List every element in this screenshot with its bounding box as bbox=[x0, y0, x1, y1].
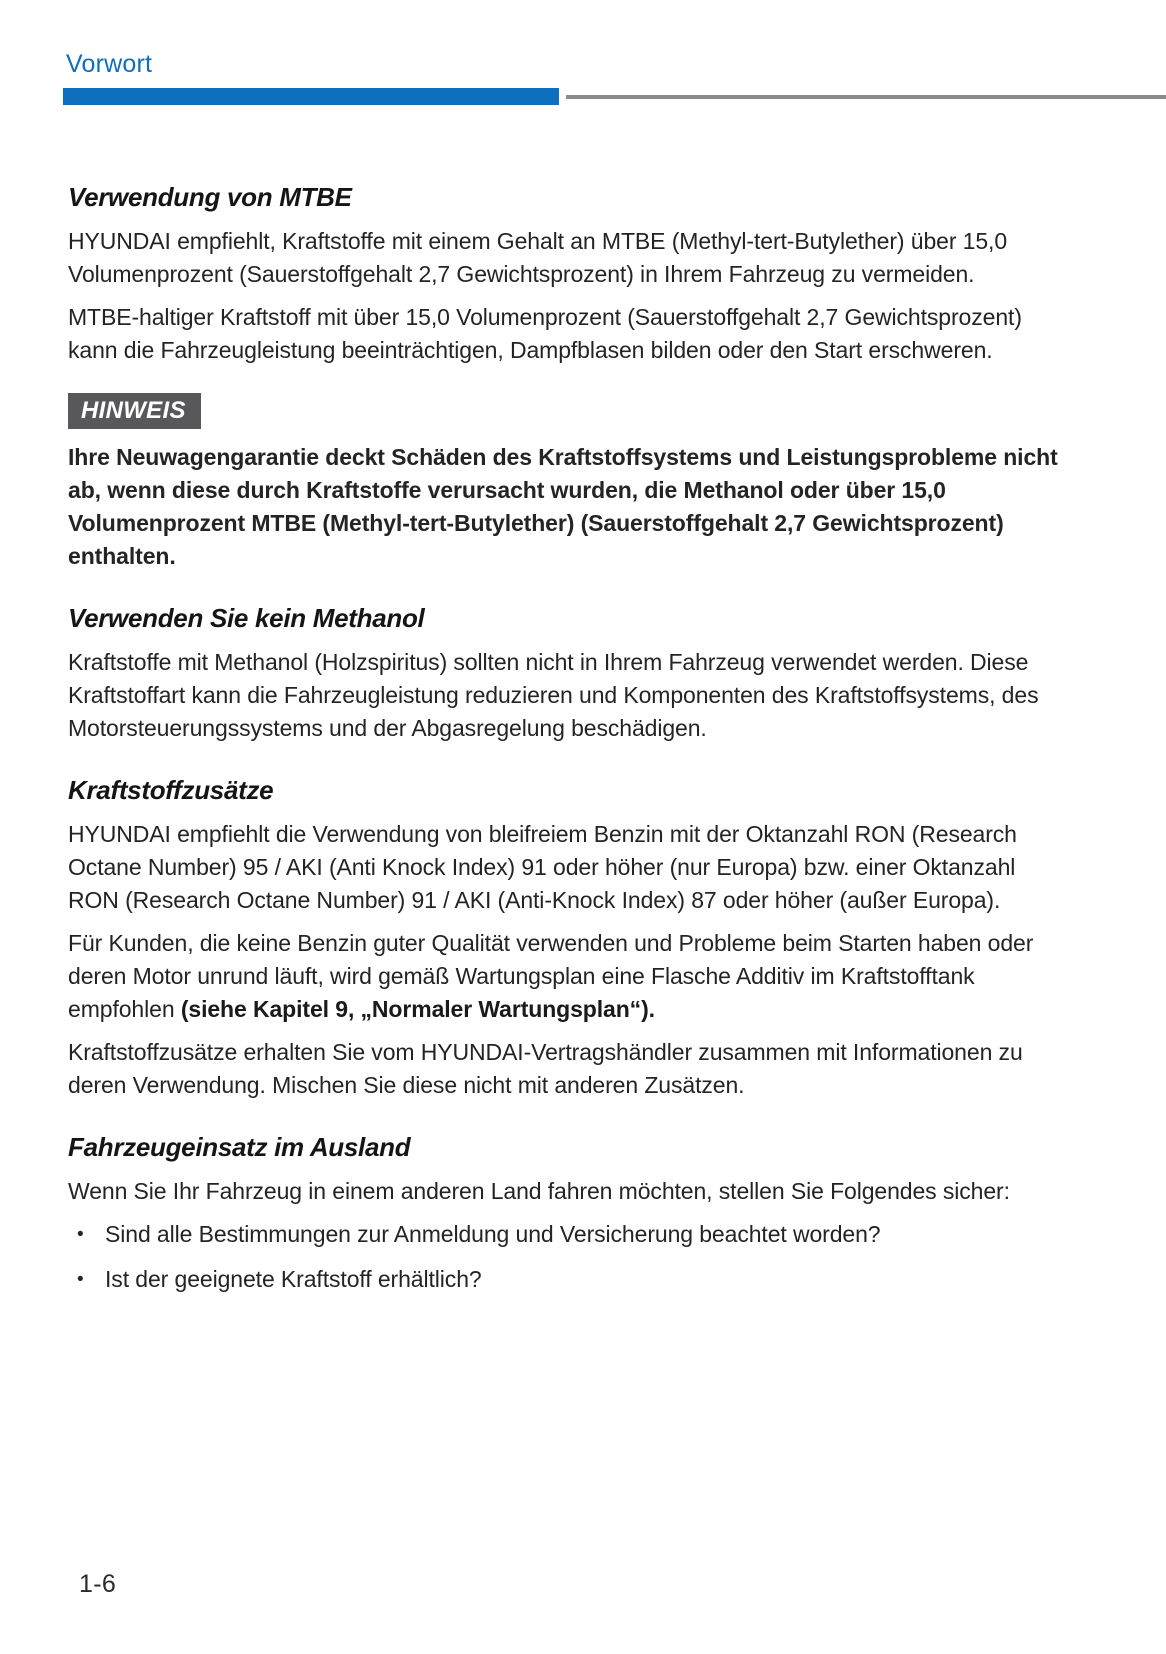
header-rule-gray bbox=[566, 95, 1166, 99]
paragraph-zusaetze-2-text: Für Kunden, die keine Benzin guter Qualität verwenden und Probleme beim Starten haben oder deren Motor unrund läuft, wird gemäß Wartungsplan eine Flasche Additiv im Kraftstofftank empfohlen bbox=[68, 930, 1034, 1022]
paragraph-ausland-intro: Wenn Sie Ihr Fahrzeug in einem anderen Land fahren möchten, stellen Sie Folgendes sicher: bbox=[68, 1178, 1010, 1204]
section-heading-methanol: Verwenden Sie kein Methanol bbox=[68, 603, 425, 633]
list-item bbox=[68, 1263, 1058, 1296]
bullet-icon: • bbox=[77, 1269, 84, 1290]
page-number: 1-6 bbox=[79, 1570, 117, 1598]
list-item-text: Ist der geeignete Kraftstoff erhältlich? bbox=[105, 1266, 482, 1292]
ausland-checklist bbox=[68, 1218, 1058, 1296]
paragraph-zusaetze-2-bold-ref: (siehe Kapitel 9, „Normaler Wartungsplan“). bbox=[180, 996, 655, 1022]
paragraph-zusaetze-2 bbox=[68, 927, 1058, 1026]
paragraph-methanol: Kraftstoffe mit Methanol (Holzspiritus) sollten nicht in Ihrem Fahrzeug verwendet werden. Diese Kraftstoffart kann die Fahrzeugleistung reduzieren und Komponenten des Kraftstoffsystems, des Motorsteuerungssystems und der Abgasregelung beschädigen. bbox=[68, 649, 1039, 741]
header-rule-blue bbox=[63, 88, 559, 105]
notice-body-text: Ihre Neuwagengarantie deckt Schäden des Kraftstoffsystems und Leistungsprobleme nicht ab, wenn diese durch Kraftstoffe verursacht wurden, die Methanol oder über 15,0 Volumenprozent MTBE (Methyl-tert-Butylether) (Sauerstoffgehalt 2,7 Gewichtsprozent) enthalten. bbox=[68, 444, 1058, 569]
page-content bbox=[68, 182, 1058, 1308]
list-item-text: Sind alle Bestimmungen zur Anmeldung und Versicherung beachtet worden? bbox=[105, 1221, 881, 1247]
bullet-icon: • bbox=[77, 1224, 84, 1245]
running-header-title: Vorwort bbox=[66, 50, 153, 78]
paragraph-mtbe-2: MTBE-haltiger Kraftstoff mit über 15,0 Volumenprozent (Sauerstoffgehalt 2,7 Gewichtsprozent) kann die Fahrzeugleistung beeinträchtigen, Dampfblasen bilden oder den Start erschweren. bbox=[68, 304, 1022, 363]
section-heading-mtbe: Verwendung von MTBE bbox=[68, 182, 352, 212]
paragraph-zusaetze-3: Kraftstoffzusätze erhalten Sie vom HYUNDAI-Vertragshändler zusammen mit Informationen zu deren Verwendung. Mischen Sie diese nicht mit anderen Zusätzen. bbox=[68, 1039, 1023, 1098]
notice-badge: HINWEIS bbox=[68, 393, 201, 429]
paragraph-zusaetze-1: HYUNDAI empfiehlt die Verwendung von bleifreiem Benzin mit der Oktanzahl RON (Research Octane Number) 95 / AKI (Anti Knock Index) 91 oder höher (nur Europa) bzw. einer Oktanzahl RON (Research Octane Number) 91 / AKI (Anti-Knock Index) 87 oder höher (außer Europa). bbox=[68, 821, 1017, 913]
list-item bbox=[68, 1218, 1058, 1251]
section-heading-zusaetze: Kraftstoffzusätze bbox=[68, 775, 274, 805]
section-heading-ausland: Fahrzeugeinsatz im Ausland bbox=[68, 1132, 411, 1162]
paragraph-mtbe-1: HYUNDAI empfiehlt, Kraftstoffe mit einem Gehalt an MTBE (Methyl-tert-Butylether) über 15,0 Volumenprozent (Sauerstoffgehalt 2,7 Gewichtsprozent) in Ihrem Fahrzeug zu vermeiden. bbox=[68, 228, 1008, 287]
